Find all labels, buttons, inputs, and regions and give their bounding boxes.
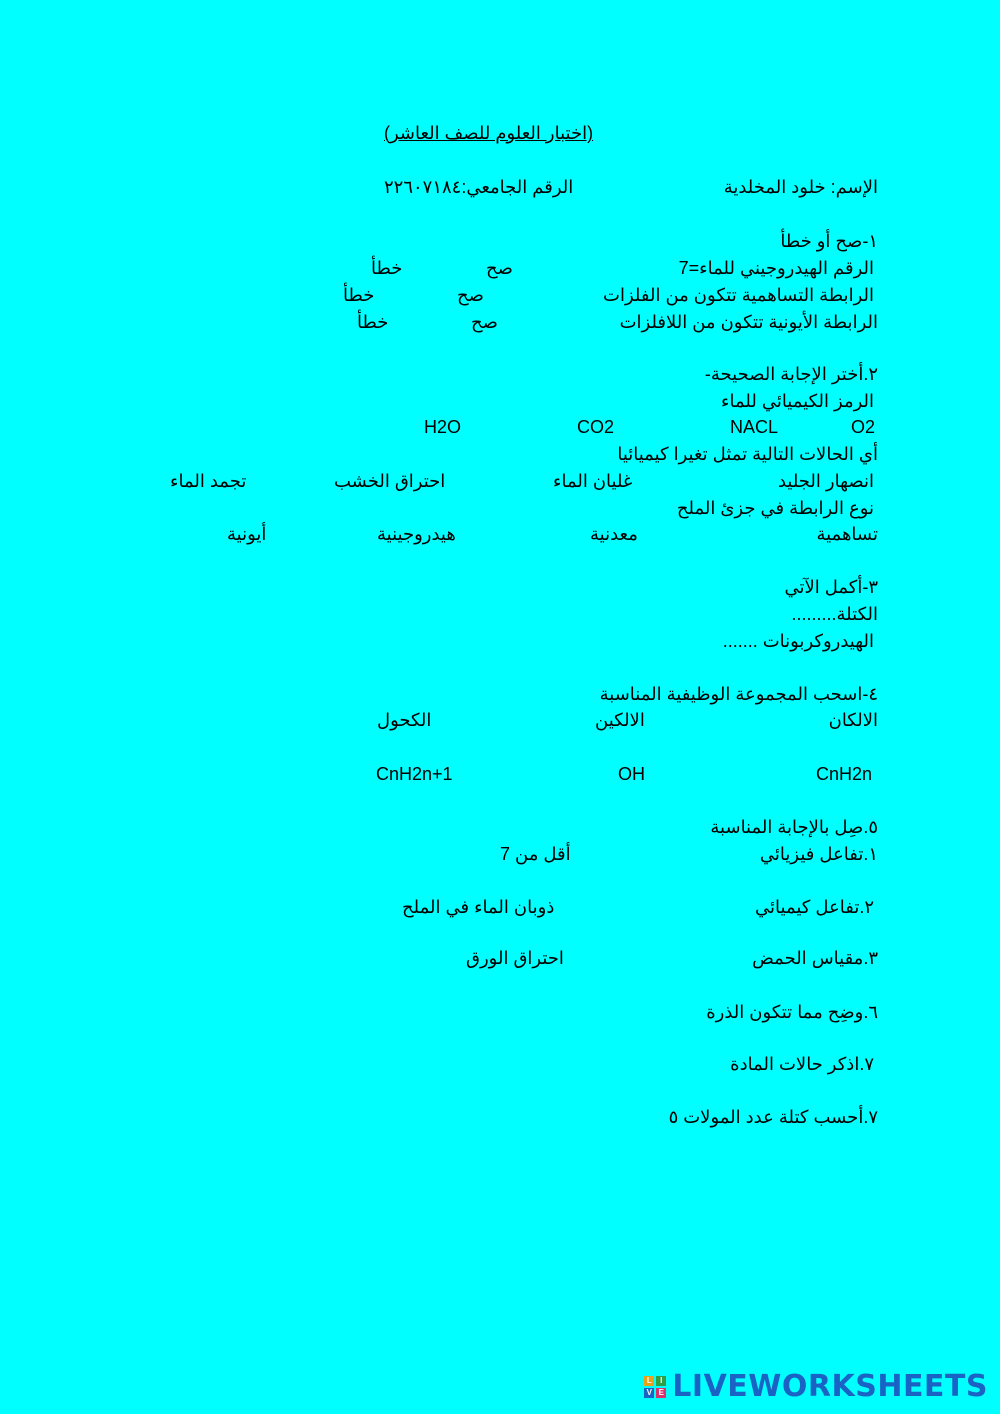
logo-letter: V	[644, 1388, 654, 1398]
q2-option-1-2[interactable]: NACL	[730, 417, 779, 437]
q4-name-2: الالكين	[595, 710, 645, 730]
logo-letter: E	[656, 1388, 666, 1398]
q7a-question: ٧.اذكر حالات المادة	[730, 1054, 874, 1074]
q1-heading: ١-صح أو خطأ	[780, 231, 878, 251]
logo-letter: L	[644, 1376, 654, 1386]
q2-question-1: الرمز الكيميائي للماء	[721, 391, 874, 411]
logo-mark-icon	[644, 1376, 666, 1398]
q4-heading: ٤-اسحب المجموعة الوظيفية المناسبة	[599, 684, 878, 704]
q2-option-2-1[interactable]: انصهار الجليد	[777, 471, 874, 491]
student-id: الرقم الجامعي:٢٢٦٠٧١٨٤	[384, 177, 574, 197]
q4-formula-1[interactable]: CnH2n	[816, 764, 873, 784]
q7b-question: ٧.أحسب كتلة عدد المولات ٥	[668, 1107, 878, 1127]
q4-formula-2[interactable]: OH	[618, 764, 645, 784]
q2-option-2-2[interactable]: غليان الماء	[553, 471, 633, 491]
q3-item-2[interactable]: الهيدروكربونات .......	[722, 631, 874, 651]
q5-heading: ٥.صِل بالإجابة المناسبة	[710, 817, 878, 837]
q4-formula-3[interactable]: CnH2n+1	[376, 764, 453, 784]
q2-option-3-3[interactable]: هيدروجينية	[377, 524, 456, 544]
q5-right-2[interactable]: ذوبان الماء في الملح	[402, 897, 555, 917]
q2-option-1-3[interactable]: CO2	[577, 417, 615, 437]
q2-option-3-2[interactable]: معدنية	[590, 524, 638, 544]
q1-false-1[interactable]: خطأ	[371, 258, 403, 278]
q5-left-3[interactable]: ٣.مقياس الحمض	[752, 948, 878, 968]
q2-question-3: نوع الرابطة في جزئ الملح	[676, 498, 874, 518]
q2-option-2-3[interactable]: احتراق الخشب	[334, 471, 446, 491]
q6-question: ٦.وضِح مما تتكون الذرة	[706, 1002, 878, 1022]
q3-heading: ٣-أكمل الآتي	[784, 577, 878, 597]
q1-statement-1: الرقم الهيدروجيني للماء=7	[678, 258, 874, 278]
q5-left-1[interactable]: ١.تفاعل فيزيائي	[759, 844, 878, 864]
q2-option-1-4[interactable]: H2O	[424, 417, 462, 437]
q1-false-3[interactable]: خطأ	[357, 312, 389, 332]
q2-option-1-1[interactable]: O2	[851, 417, 876, 437]
q2-heading: ٢.أختر الإجابة الصحيحة-	[704, 364, 878, 384]
q1-statement-2: الرابطة التساهمية تتكون من الفلزات	[603, 285, 874, 305]
q2-option-3-4[interactable]: أيونية	[227, 524, 267, 544]
liveworksheets-logo	[644, 1369, 988, 1404]
q5-right-1[interactable]: أقل من 7	[500, 844, 571, 864]
q1-true-3[interactable]: صح	[471, 312, 498, 332]
logo-letter: I	[656, 1376, 666, 1386]
q2-question-2: أي الحالات التالية تمثل تغيرا كيميائيا	[617, 444, 878, 464]
q4-name-3: الكحول	[377, 710, 432, 730]
q1-true-1[interactable]: صح	[486, 258, 513, 278]
q5-left-2[interactable]: ٢.تفاعل كيميائي	[755, 897, 874, 917]
q1-true-2[interactable]: صح	[457, 285, 484, 305]
q5-right-3[interactable]: احتراق الورق	[466, 948, 564, 968]
q2-option-2-4[interactable]: تجمد الماء	[170, 471, 247, 491]
q1-statement-3: الرابطة الأيونية تتكون من اللافلزات	[619, 312, 878, 332]
page-title: (اختبار العلوم للصف العاشر)	[384, 123, 594, 143]
q3-item-1[interactable]: الكتلة.........	[791, 604, 878, 624]
logo-text: LIVEWORKSHEETS	[672, 1369, 988, 1404]
q4-name-1: الالكان	[828, 710, 878, 730]
q2-option-3-1[interactable]: تساهمية	[816, 524, 878, 544]
q1-false-2[interactable]: خطأ	[343, 285, 375, 305]
student-name: الإسم: خلود المخلدية	[723, 177, 878, 197]
